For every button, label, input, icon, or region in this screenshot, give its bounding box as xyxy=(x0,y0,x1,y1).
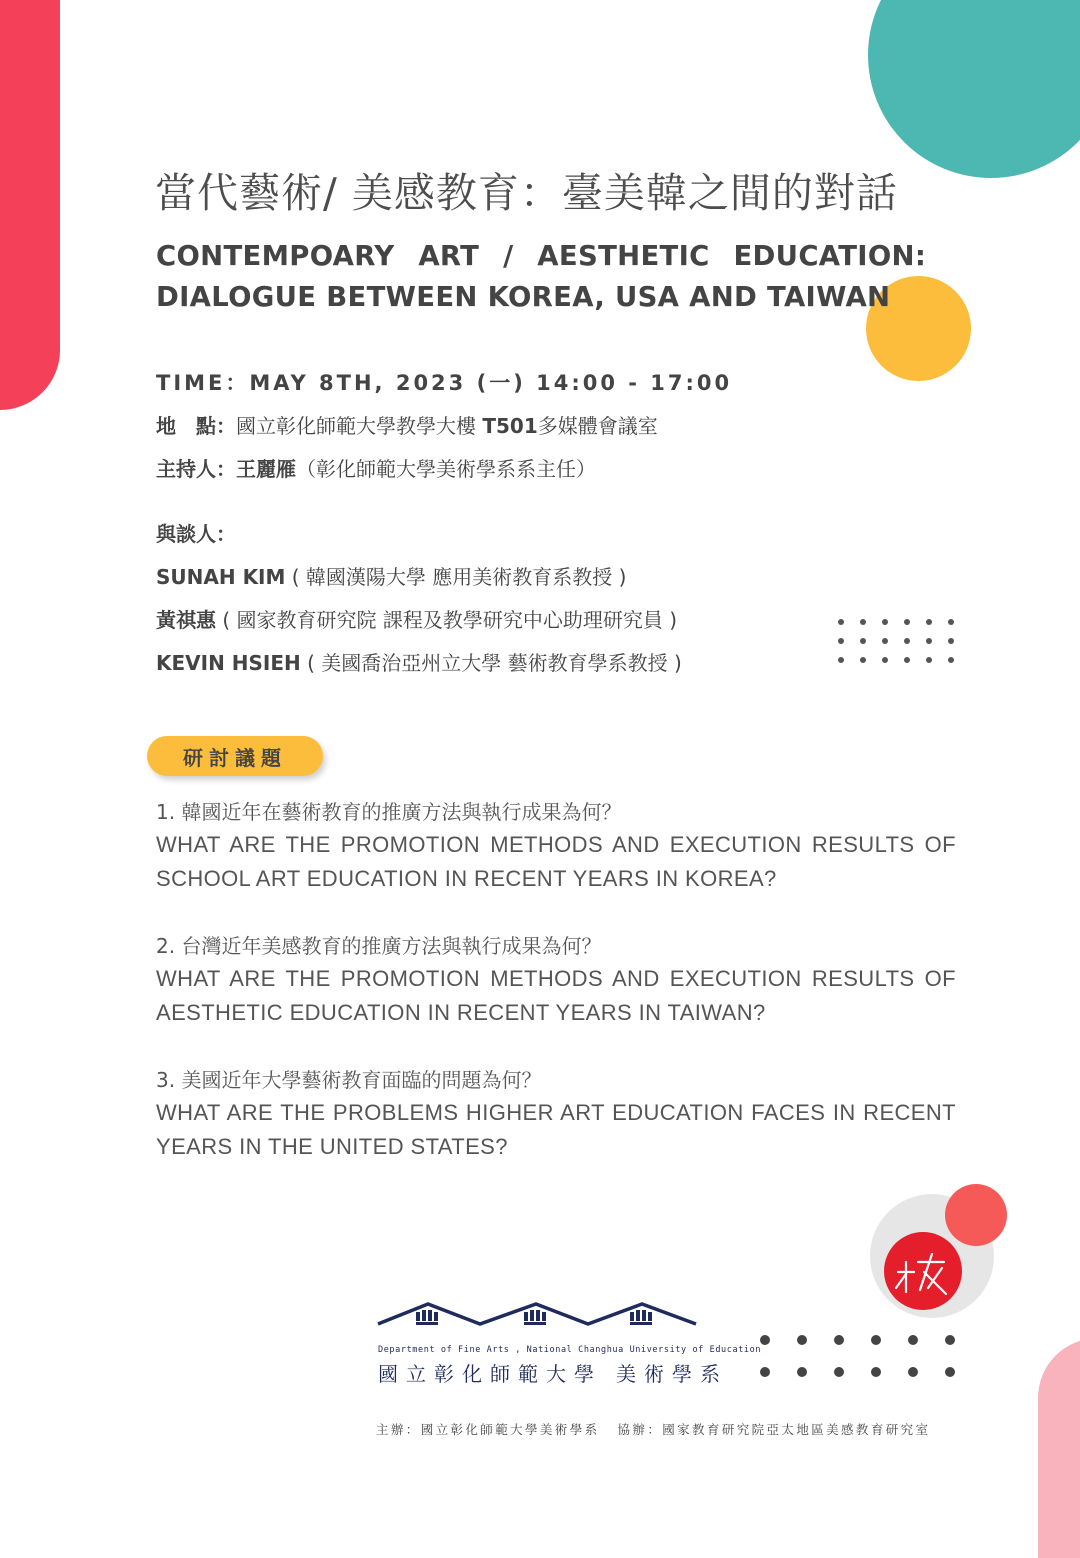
title-chinese: 當代藝術/ 美感教育：臺美韓之間的對話 xyxy=(155,169,898,217)
topic-item xyxy=(156,796,956,896)
panelists-label: 與談人： xyxy=(156,522,236,546)
host-name: 主持人：王麗雁 xyxy=(156,457,296,481)
organizer: 主辦：國立彰化師範大學美術學系 xyxy=(376,1422,600,1437)
panelist xyxy=(156,604,677,633)
topic-question-en-line2: YEARS IN THE UNITED STATES? xyxy=(156,1134,508,1159)
topic-question-en-line1: WHAT ARE THE PROMOTION METHODS AND EXECUTION RESULTS OF xyxy=(156,966,956,991)
red-corner-bar xyxy=(0,0,60,410)
topic-question-zh: 2. 台灣近年美感教育的推廣方法與執行成果為何？ xyxy=(156,934,602,958)
topics-tag: 研討議題 xyxy=(147,736,323,776)
panelist-name: SUNAH KIM xyxy=(156,565,286,589)
topic-question-en xyxy=(156,1096,956,1164)
panelist-affiliation: ( 國家教育研究院 課程及教學研究中心助理研究員 ) xyxy=(216,608,678,632)
place-room-name: 多媒體會議室 xyxy=(537,414,658,438)
panelist xyxy=(156,647,682,676)
panelist-affiliation: ( 韓國漢陽大學 應用美術教育系教授 ) xyxy=(285,565,627,589)
topic-question-en xyxy=(156,828,956,896)
panelist xyxy=(156,561,626,590)
teal-circle-decoration xyxy=(868,0,1080,178)
department-name: 美術學系 xyxy=(616,1362,728,1386)
brush-glyph-icon xyxy=(884,1232,962,1310)
department-name-en: Department of Fine Arts , National Changhua University of Education xyxy=(378,1345,762,1355)
place-label: 地 點： xyxy=(156,414,236,438)
co-organizer: 協辦：國家教育研究院亞太地區美感教育研究室 xyxy=(617,1422,931,1437)
topic-question-en-line1: WHAT ARE THE PROBLEMS HIGHER ART EDUCATION FACES IN RECENT xyxy=(156,1100,956,1125)
place-room-code: T501 xyxy=(482,414,538,438)
topic-question-en-line2: AESTHETIC EDUCATION IN RECENT YEARS IN TAIWAN? xyxy=(156,1000,766,1025)
host-title: （彰化師範大學美術學系系主任） xyxy=(296,457,596,481)
seal-accent-circle xyxy=(945,1184,1007,1246)
title-english-line1: CONTEMPOARY ART / AESTHETIC EDUCATION: xyxy=(156,240,927,272)
footer-organizers xyxy=(376,1420,930,1438)
topic-question-zh: 1. 韓國近年在藝術教育的推廣方法與執行成果為何？ xyxy=(156,800,622,824)
panelist-name: 黃祺惠 xyxy=(156,608,216,632)
panelist-name: KEVIN HSIEH xyxy=(156,651,301,675)
seal-logo xyxy=(884,1232,962,1310)
topic-item xyxy=(156,930,956,1030)
pink-corner-bar xyxy=(1038,1338,1080,1558)
panelist-affiliation: ( 美國喬治亞州立大學 藝術教育學系教授 ) xyxy=(300,651,682,675)
title-english-line2: DIALOGUE BETWEEN KOREA, USA AND TAIWAN xyxy=(156,281,891,313)
event-time: TIME：MAY 8TH, 2023 (一) 14:00 - 17:00 xyxy=(156,371,733,395)
university-name: 國立彰化師範大學 xyxy=(378,1362,602,1386)
event-place xyxy=(156,410,658,439)
dot-pattern-bottom xyxy=(760,1335,955,1377)
topic-question-en xyxy=(156,962,956,1030)
place-venue: 國立彰化師範大學教學大樓 xyxy=(236,414,483,438)
dot-pattern-top xyxy=(838,619,954,663)
topic-question-en-line2: SCHOOL ART EDUCATION IN RECENT YEARS IN KOREA? xyxy=(156,866,777,891)
event-host xyxy=(156,453,596,482)
topic-question-zh: 3. 美國近年大學藝術教育面臨的問題為何？ xyxy=(156,1068,542,1092)
department-name-zh xyxy=(378,1358,728,1387)
topic-item xyxy=(156,1064,956,1164)
topic-question-en-line1: WHAT ARE THE PROMOTION METHODS AND EXECUTION RESULTS OF xyxy=(156,832,956,857)
